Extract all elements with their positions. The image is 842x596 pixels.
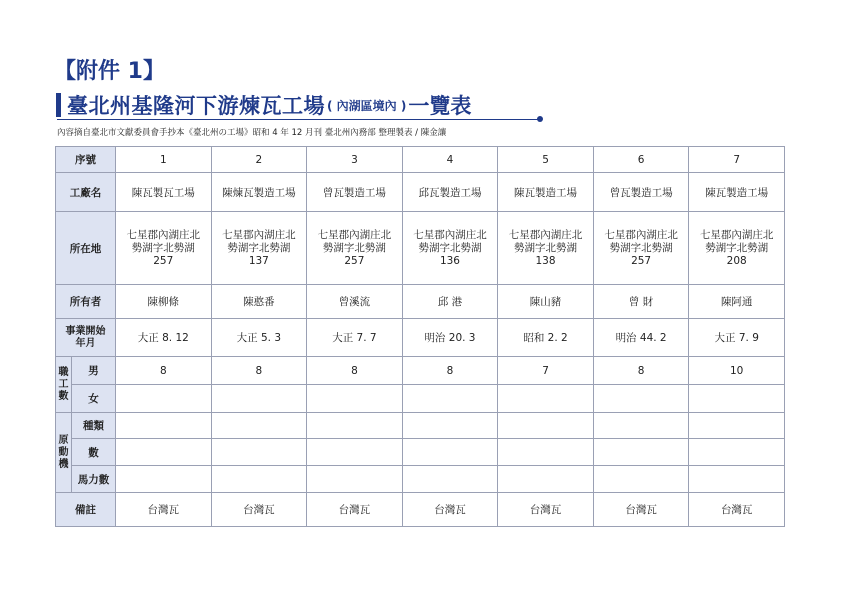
title-underline [57, 119, 539, 120]
header-staff-group-text: 職工數 [58, 366, 69, 402]
engine-type-cell [211, 413, 307, 439]
location-cell [593, 212, 689, 285]
header-factory: 工廠名 [56, 173, 116, 212]
remarks-cell: 台灣瓦 [689, 493, 785, 527]
engine-type-cell [307, 413, 403, 439]
owner-cell: 陳柳條 [116, 285, 212, 319]
location-line: 七星郡內湖庄北 [126, 228, 201, 241]
female-count-cell [307, 385, 403, 413]
location-cell [402, 212, 498, 285]
horsepower-cell [402, 466, 498, 493]
location-line: 七星郡內湖庄北 [222, 228, 296, 241]
male-count-cell: 8 [307, 357, 403, 385]
owner-cell: 邱 港 [402, 285, 498, 319]
engine-type-cell [689, 413, 785, 439]
location-line: 257 [344, 254, 365, 267]
location-line: 257 [631, 254, 652, 267]
start-date-cell: 大正 7. 7 [307, 319, 403, 357]
location-line: 138 [535, 254, 556, 267]
engine-count-cell [402, 439, 498, 466]
male-count-cell: 8 [211, 357, 307, 385]
factory-name-cell: 曾瓦製造工場 [307, 173, 403, 212]
female-count-cell [116, 385, 212, 413]
remarks-cell: 台灣瓦 [593, 493, 689, 527]
serial-cell: 1 [116, 147, 212, 173]
engine-count-cell [498, 439, 594, 466]
start-date-cell: 大正 8. 12 [116, 319, 212, 357]
location-line: 勢湖字北勢湖 [609, 241, 673, 254]
location-line: 七星郡內湖庄北 [699, 228, 774, 241]
horsepower-cell [211, 466, 307, 493]
serial-cell: 2 [211, 147, 307, 173]
title-underline-dot [537, 116, 543, 122]
female-count-cell [402, 385, 498, 413]
horsepower-cell [498, 466, 594, 493]
header-location: 所在地 [56, 212, 116, 285]
location-line: 勢湖字北勢湖 [131, 241, 195, 254]
location-line: 勢湖字北勢湖 [514, 241, 578, 254]
female-count-cell [211, 385, 307, 413]
header-type: 種類 [72, 413, 116, 439]
engine-count-cell [211, 439, 307, 466]
header-horsepower: 馬力數 [72, 466, 116, 493]
female-count-cell [498, 385, 594, 413]
location-line: 七星郡內湖庄北 [317, 228, 392, 241]
engine-type-cell [402, 413, 498, 439]
engine-count-cell [116, 439, 212, 466]
remarks-cell: 台灣瓦 [402, 493, 498, 527]
location-line: 136 [439, 254, 460, 267]
row-start [56, 319, 785, 357]
engine-type-cell [593, 413, 689, 439]
header-owner: 所有者 [56, 285, 116, 319]
location-cell [116, 212, 212, 285]
location-line: 七星郡內湖庄北 [508, 228, 583, 241]
title-tail: 一覽表 [408, 94, 472, 118]
location-line: 137 [248, 254, 269, 267]
owner-cell: 陳憨番 [211, 285, 307, 319]
header-start-date [56, 319, 116, 357]
remarks-cell: 台灣瓦 [211, 493, 307, 527]
male-count-cell: 7 [498, 357, 594, 385]
title-sub: ( 內湖區境內 ) [327, 98, 407, 113]
title-main: 臺北州基隆河下游煉瓦工場 [67, 94, 325, 118]
start-date-cell: 明治 44. 2 [593, 319, 689, 357]
row-remarks [56, 493, 785, 527]
engine-type-cell [498, 413, 594, 439]
row-female [56, 385, 785, 413]
document-title [56, 92, 471, 118]
owner-cell: 陳阿通 [689, 285, 785, 319]
remarks-cell: 台灣瓦 [498, 493, 594, 527]
header-start-date-text: 事業開始年月 [65, 325, 106, 349]
owner-cell: 陳山豬 [498, 285, 594, 319]
location-cell [498, 212, 594, 285]
start-date-cell: 昭和 2. 2 [498, 319, 594, 357]
header-count: 數 [72, 439, 116, 466]
factory-name-cell: 陳煉瓦製造工場 [211, 173, 307, 212]
row-male [56, 357, 785, 385]
male-count-cell: 8 [116, 357, 212, 385]
location-line: 勢湖字北勢湖 [418, 241, 482, 254]
location-cell [307, 212, 403, 285]
female-count-cell [593, 385, 689, 413]
title-accent-bar [56, 93, 61, 117]
serial-cell: 7 [689, 147, 785, 173]
factory-table [55, 146, 785, 527]
horsepower-cell [689, 466, 785, 493]
row-horsepower [56, 466, 785, 493]
row-owner [56, 285, 785, 319]
horsepower-cell [307, 466, 403, 493]
row-engine-count [56, 439, 785, 466]
location-line: 勢湖字北勢湖 [227, 241, 291, 254]
header-remarks: 備註 [56, 493, 116, 527]
source-note: 內容摘自臺北市文獻委員會手抄本《臺北州の工場》昭和 4 年 12 月刊 臺北州內務部 整理製表 / 陳金讓 [57, 128, 447, 138]
row-location [56, 212, 785, 285]
owner-cell: 曾 財 [593, 285, 689, 319]
annex-label: 【附件 1】 [54, 59, 165, 84]
serial-cell: 6 [593, 147, 689, 173]
female-count-cell [689, 385, 785, 413]
start-date-cell: 大正 7. 9 [689, 319, 785, 357]
location-line: 七星郡內湖庄北 [413, 228, 487, 241]
male-count-cell: 8 [402, 357, 498, 385]
factory-name-cell: 陳瓦製造工場 [498, 173, 594, 212]
serial-cell: 4 [402, 147, 498, 173]
start-date-cell: 明治 20. 3 [402, 319, 498, 357]
row-engine-type [56, 413, 785, 439]
location-line: 七星郡內湖庄北 [604, 228, 678, 241]
header-engine-group-text: 原動機 [58, 434, 69, 470]
factory-name-cell: 曾瓦製造工場 [593, 173, 689, 212]
location-line: 208 [726, 254, 747, 267]
serial-cell: 3 [307, 147, 403, 173]
start-date-cell: 大正 5. 3 [211, 319, 307, 357]
factory-name-cell: 陳瓦製瓦工場 [116, 173, 212, 212]
male-count-cell: 10 [689, 357, 785, 385]
serial-cell: 5 [498, 147, 594, 173]
engine-count-cell [689, 439, 785, 466]
male-count-cell: 8 [593, 357, 689, 385]
engine-type-cell [116, 413, 212, 439]
horsepower-cell [593, 466, 689, 493]
horsepower-cell [116, 466, 212, 493]
row-serial [56, 147, 785, 173]
header-staff-group [56, 357, 72, 413]
header-engine-group [56, 413, 72, 493]
engine-count-cell [593, 439, 689, 466]
remarks-cell: 台灣瓦 [116, 493, 212, 527]
header-male: 男 [72, 357, 116, 385]
location-line: 勢湖字北勢湖 [322, 241, 386, 254]
remarks-cell: 台灣瓦 [307, 493, 403, 527]
location-cell [689, 212, 785, 285]
factory-name-cell: 陳瓦製造工場 [689, 173, 785, 212]
engine-count-cell [307, 439, 403, 466]
location-line: 勢湖字北勢湖 [705, 241, 769, 254]
header-serial: 序號 [56, 147, 116, 173]
location-cell [211, 212, 307, 285]
factory-name-cell: 邱瓦製造工場 [402, 173, 498, 212]
location-line: 257 [153, 254, 174, 267]
row-factory [56, 173, 785, 212]
owner-cell: 曾溪流 [307, 285, 403, 319]
header-female: 女 [72, 385, 116, 413]
